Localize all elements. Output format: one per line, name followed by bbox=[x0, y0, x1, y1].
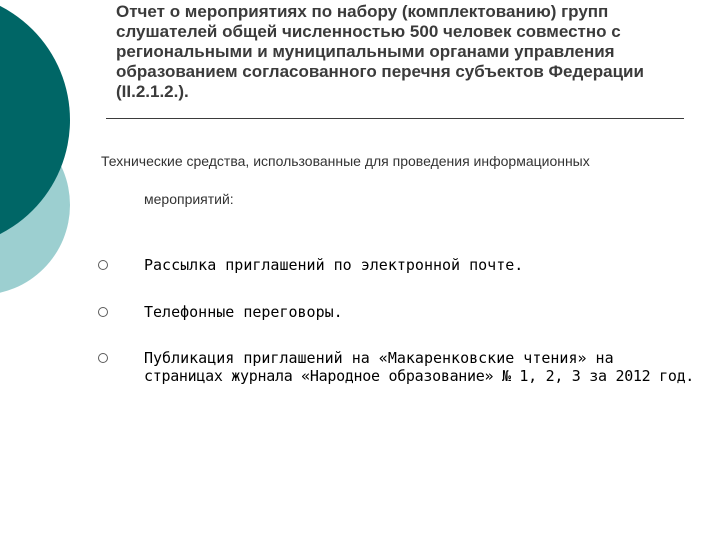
list-item-text bbox=[144, 303, 343, 321]
title-line: Отчет о мероприятиях по набору (комплектованию) групп bbox=[116, 2, 609, 21]
list-item-line: Публикация приглашений на «Макаренковские чтения» на bbox=[144, 349, 614, 367]
circle-bullet-icon bbox=[98, 353, 108, 363]
list-item-line: страницах журнала «Народное образование» № 1, 2, 3 за 2012 год. bbox=[144, 367, 695, 385]
title-line: образованием согласованного перечня субъектов Федерации bbox=[116, 62, 644, 81]
list-item-line: Рассылка приглашений по электронной почте. bbox=[144, 256, 524, 274]
list-item-text bbox=[144, 256, 523, 274]
decorative-circles bbox=[0, 0, 120, 300]
subheading: Технические средства, использованные для проведения информационных bbox=[101, 153, 590, 169]
list-item-text bbox=[144, 349, 694, 385]
circle-bullet-icon bbox=[98, 307, 108, 317]
list-item-line: Телефонные переговоры. bbox=[144, 303, 343, 321]
title-divider bbox=[106, 118, 684, 119]
title-line: региональными и муниципальными органами управления bbox=[116, 42, 615, 61]
title-line: слушателей общей численностью 500 человек совместно с bbox=[116, 22, 621, 41]
circle-bullet-icon bbox=[98, 260, 108, 270]
title-line: (II.2.1.2.). bbox=[116, 82, 189, 101]
slide-title bbox=[116, 2, 706, 102]
subheading-continuation: мероприятий: bbox=[144, 191, 234, 207]
